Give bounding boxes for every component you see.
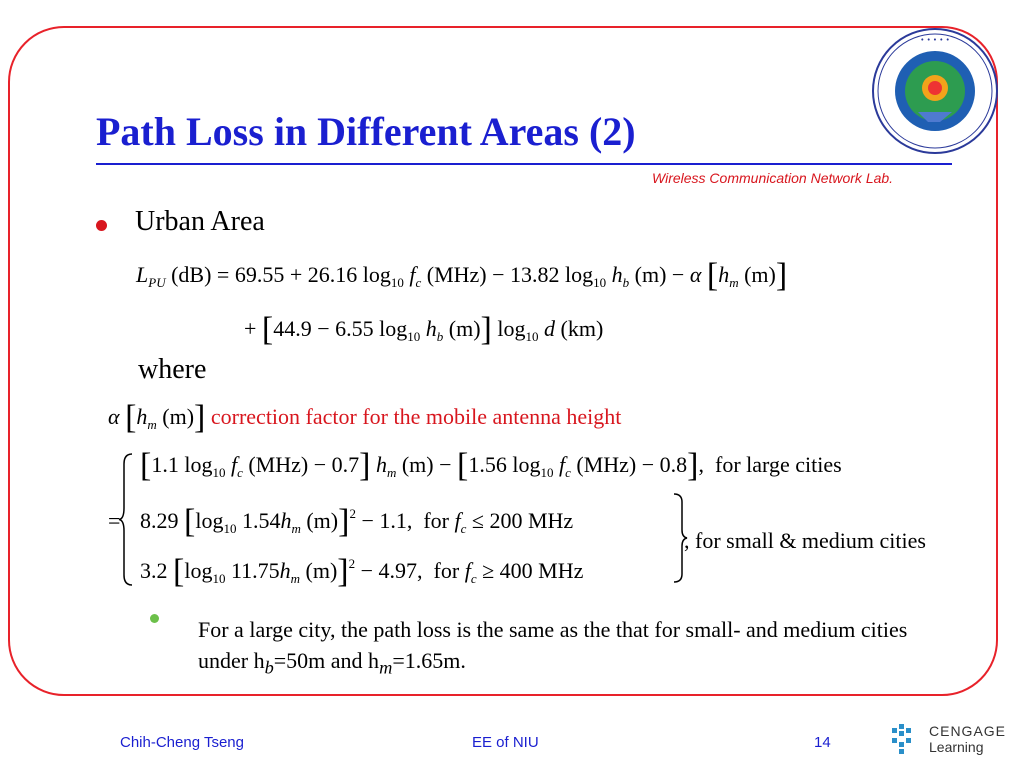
lab-name: Wireless Communication Network Lab. xyxy=(652,170,894,186)
bullet-dot xyxy=(96,220,107,231)
cengage-brand: CENGAGE xyxy=(929,723,1007,739)
case-large-cities: [1.1 $\log_{10} f_c$ (MHz) − 0.7] $h_m$ (m) − [1.56 $\log_{10} f_c$ (MHz) − 0.8], for large cities xyxy=(140,447,842,484)
case-large-label: for large cities xyxy=(715,452,842,477)
title-underline xyxy=(96,163,952,165)
note-sub-b: b xyxy=(264,657,274,678)
left-brace xyxy=(118,452,134,587)
path-loss-equation-line2: + [44.9 − 6.55 $\log_{10} h_b$ (m)] $\log_{10} d$ (km) xyxy=(244,311,604,348)
note-sub-m: m xyxy=(379,657,393,678)
note-text xyxy=(198,614,918,683)
note-text-main: For a large city, the path loss is the same as the that for small- and medium cities under h xyxy=(198,617,908,673)
equals-sign: = xyxy=(108,508,121,533)
slide-title: Path Loss in Different Areas (2) xyxy=(96,109,636,154)
correction-factor-label: correction factor for the mobile antenna height xyxy=(210,404,622,429)
note-text-end: =1.65m. xyxy=(392,648,466,673)
where-label: where xyxy=(138,354,207,385)
case-small-fc-low: 8.29 [$\log_{10}$ $1.54h_m$ (m)]$^2$ − 1.1, for $f_c \le 200$ MHz xyxy=(140,503,574,540)
cengage-brand-sub: Learning xyxy=(929,739,984,755)
note-bullet-dot xyxy=(150,614,159,623)
case-small-medium-label-wrap: , for small & medium cities xyxy=(684,528,926,553)
footer-author: Chih-Cheng Tseng xyxy=(120,734,244,751)
bullet-urban-area: Urban Area xyxy=(135,206,265,237)
case-small-fc-high: 3.2 [$\log_{10}$ $11.75h_m$ (m)]$^2$ − 4.97, for $f_c \ge 400$ MHz xyxy=(140,553,584,590)
university-seal-logo xyxy=(870,26,1000,156)
svg-text:• • • • •: • • • • • xyxy=(920,36,950,44)
correction-factor-definition: α [$h_m$ (m)] correction factor for the mobile antenna height xyxy=(108,399,622,436)
footer-page-number: 14 xyxy=(814,734,831,751)
footer-course: EE of NIU xyxy=(472,734,539,751)
path-loss-equation-line1: $L_{PU}$ (dB) = 69.55 + 26.16 $\log_{10} f_c$ (MHz) − 13.82 $\log_{10} h_b$ (m) − α [$h_m$ (m)] xyxy=(136,257,788,294)
note-text-mid: =50m and h xyxy=(273,648,380,673)
case-small-medium-label: for small & medium cities xyxy=(695,528,926,553)
